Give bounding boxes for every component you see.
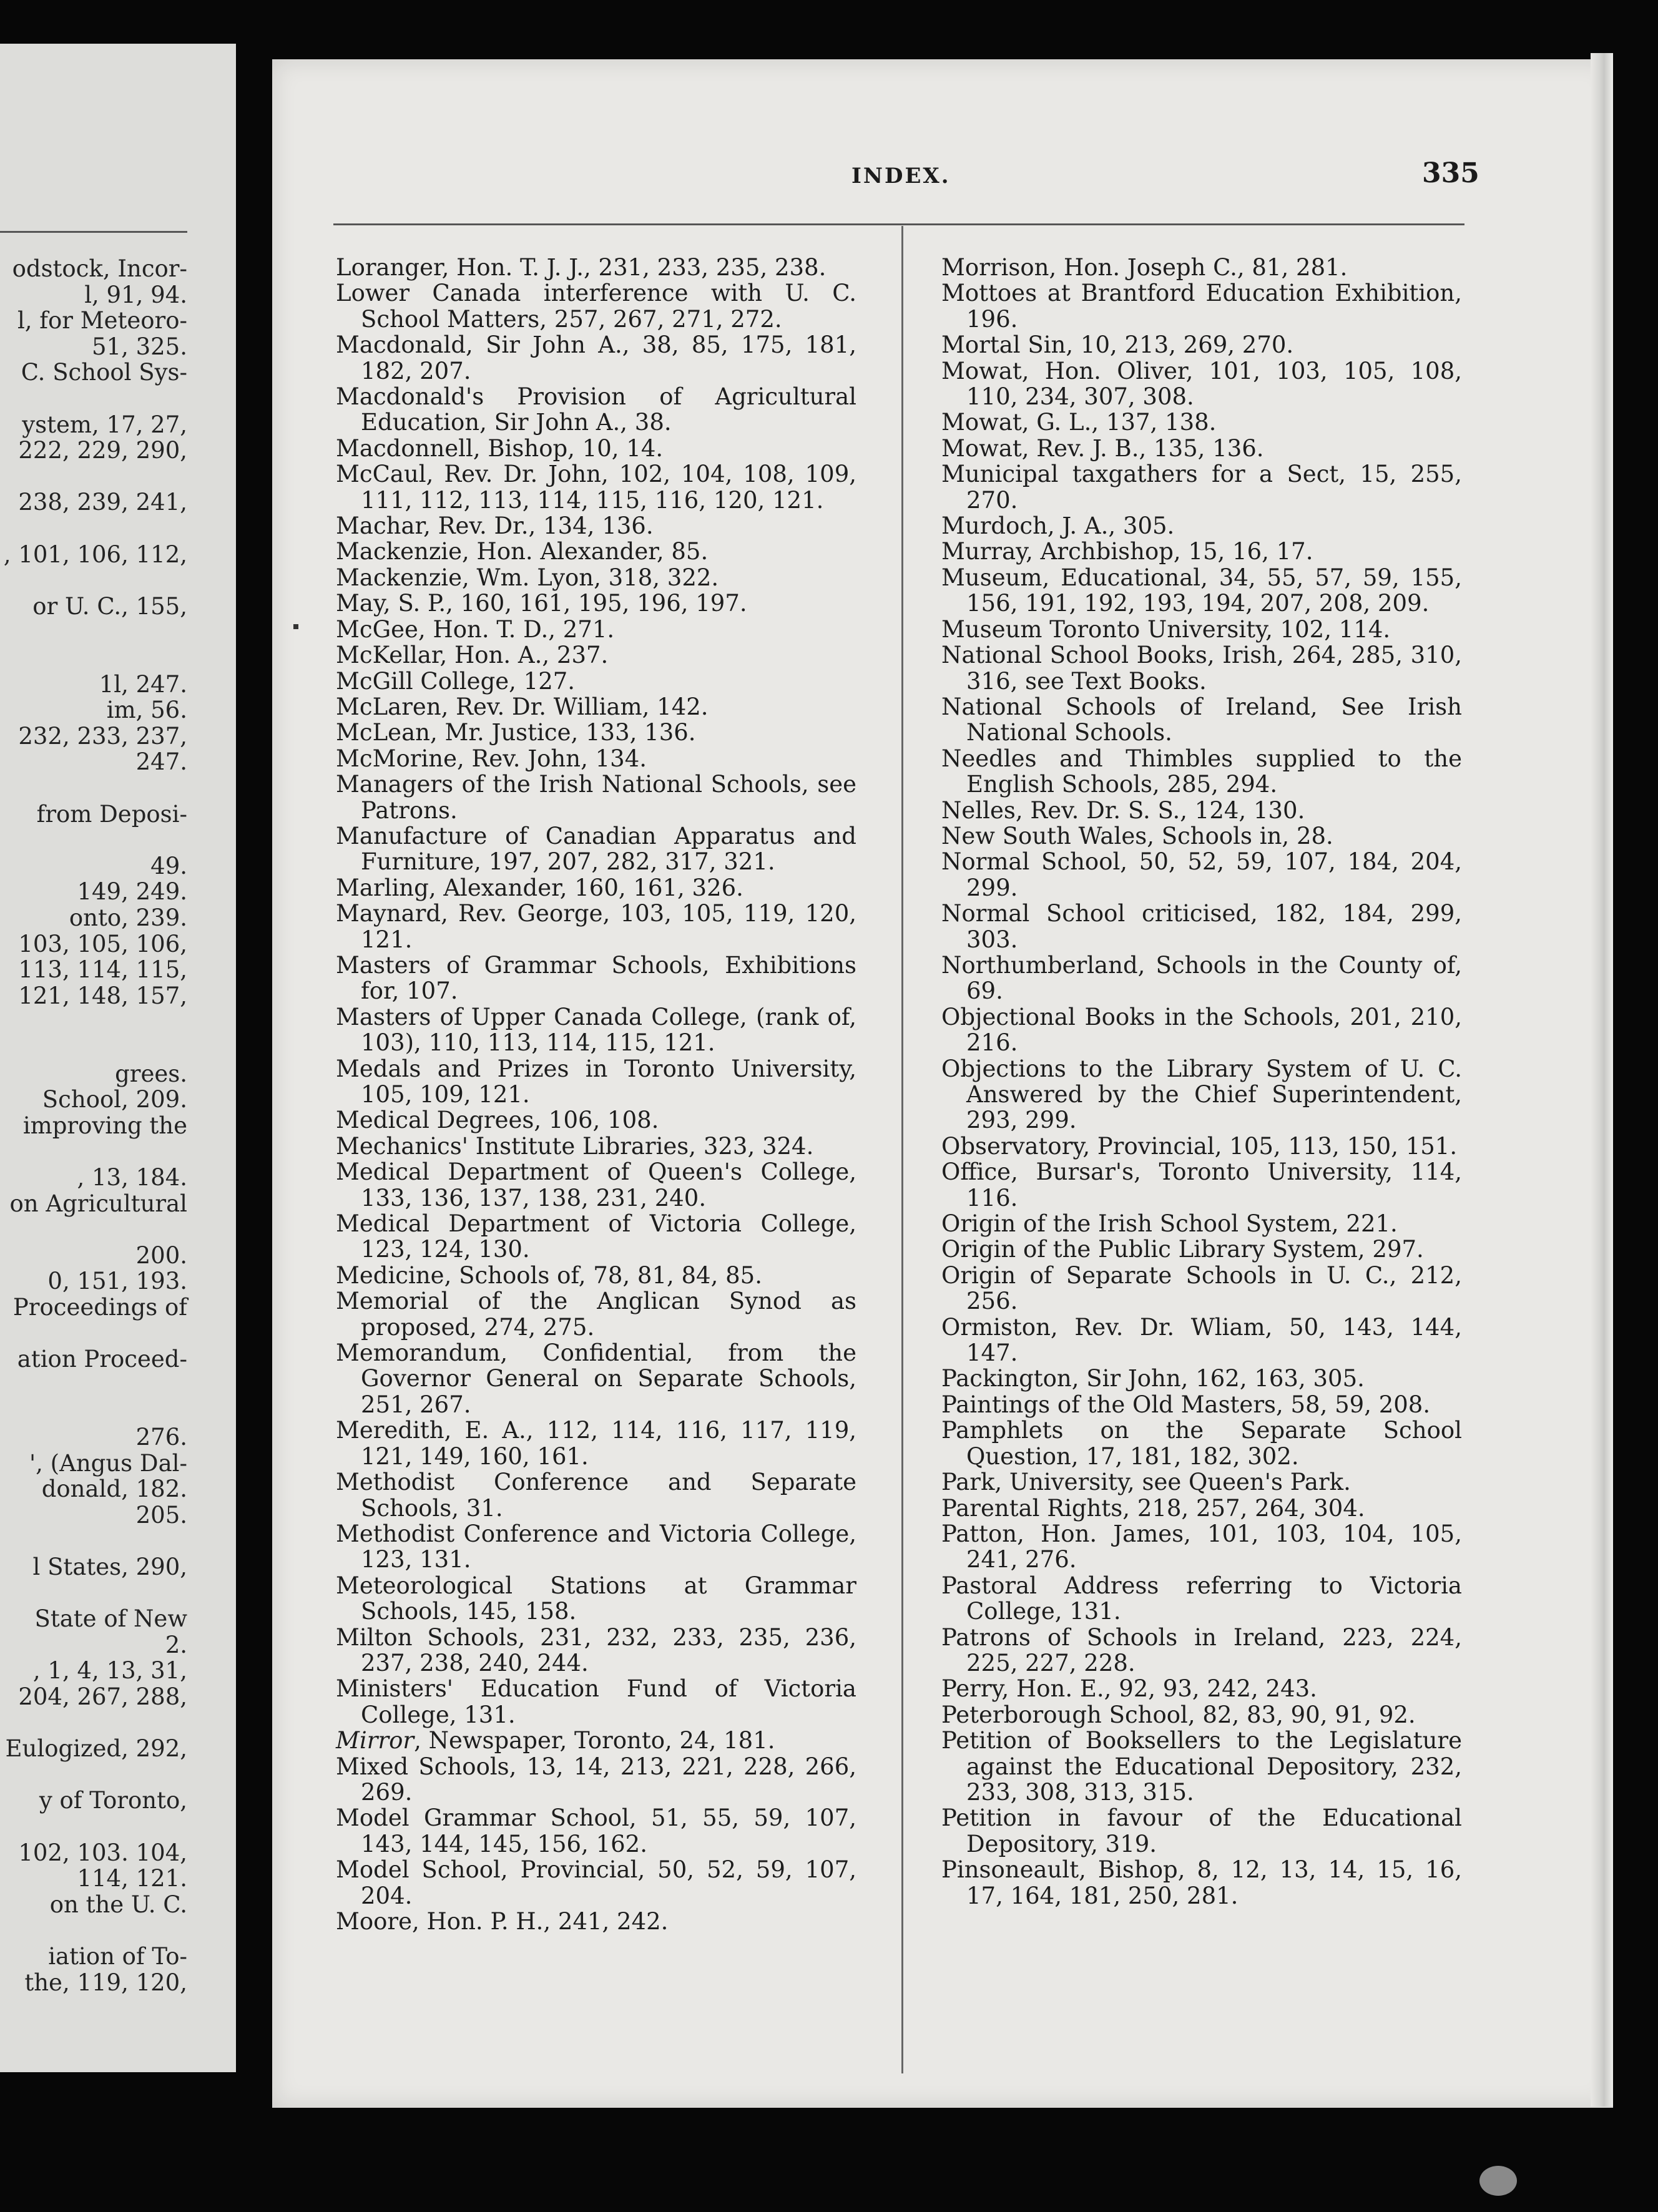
index-entry-text: Paintings of the Old Masters, 58, 59, 208. [941,1391,1431,1418]
index-entry-text: Macdonald, Sir John A., 38, 85, 175, 181, 182, 207. [336,331,856,384]
index-entry [941,255,1462,280]
index-entry-text: Manufacture of Canadian Apparatus and Furniture, 197, 207, 282, 317, 321. [336,822,856,876]
index-column-right [941,255,1462,1909]
facing-page-fragment-line: iation of To- [48,1943,187,1970]
index-entry [336,1625,856,1676]
index-entry-text: Maynard, Rev. George, 103, 105, 119, 120, 121. [336,900,856,953]
index-entry-text: Milton Schools, 231, 232, 233, 235, 236, 237, 238, 240, 244. [336,1623,856,1676]
index-entry [941,1805,1462,1857]
running-head: INDEX. [851,164,951,188]
facing-page-fragment-line: 0, 151, 193. [47,1268,187,1295]
index-entry [336,952,856,1004]
index-entry [941,1366,1462,1391]
index-entry [941,436,1462,461]
index-entry [336,1909,856,1934]
index-entry [336,668,856,694]
index-entry-text: Meteorological Stations at Grammar Schools, 145, 158. [336,1572,856,1625]
index-entry-text: Medals and Prizes in Toronto University, 105, 109, 121. [336,1055,856,1108]
index-entry-text: Normal School, 50, 52, 59, 107, 184, 204, 299. [941,848,1462,901]
index-entry [336,1133,856,1159]
facing-page-fragment-line: ', (Angus Dal- [29,1449,187,1477]
index-entry [941,1263,1462,1314]
index-entry-text: McGill College, 127. [336,667,576,695]
index-entry [336,1417,856,1469]
facing-page-fragment-line: C. School Sys- [21,359,187,386]
index-entry-text: Lower Canada interference with U. C. School Matters, 257, 267, 271, 272. [336,280,856,333]
index-entry-text: Medical Department of Victoria College, 123, 124, 130. [336,1210,856,1263]
facing-page-fragment-line: 1l, 247. [99,670,187,698]
facing-page-rule [0,231,187,233]
index-entry [336,1004,856,1056]
index-entry [941,642,1462,694]
index-entry [336,1159,856,1211]
index-entry [336,1263,856,1288]
index-entry-text: Origin of the Irish School System, 221. [941,1210,1398,1238]
index-entry [941,1495,1462,1521]
facing-page-fragment-line: donald, 182. [41,1475,187,1503]
index-entry [941,409,1462,435]
index-entry [336,901,856,952]
facing-page-fragment-line: onto, 239. [69,904,187,931]
index-entry [336,332,856,384]
index-entry-text: Marling, Alexander, 160, 161, 326. [336,874,743,901]
facing-page-fragment-line: 222, 229, 290, [18,437,187,464]
index-entry [336,461,856,513]
index-entry-text: Morrison, Hon. Joseph C., 81, 281. [941,254,1348,281]
index-entry [941,1728,1462,1805]
index-entry-text: McGee, Hon. T. D., 271. [336,615,615,643]
facing-page-fragment-line: 2. [165,1631,187,1658]
index-entry-text: Model Grammar School, 51, 55, 59, 107, 143, 144, 145, 156, 162. [336,1804,856,1857]
index-entry [336,280,856,332]
facing-page-fragment-line: on the U. C. [49,1891,187,1918]
index-entry [941,1573,1462,1625]
index-entry [336,1754,856,1806]
index-entry-text: Moore, Hon. P. H., 241, 242. [336,1908,669,1935]
facing-page-fragment-line: 204, 267, 288, [18,1683,187,1710]
index-entry-text: Parental Rights, 218, 257, 264, 304. [941,1494,1365,1522]
index-entry-text: Origin of Separate Schools in U. C., 212, 256. [941,1261,1462,1315]
facing-page-fragment-line: 102, 103. 104, [18,1839,187,1866]
index-entry-text: McMorine, Rev. John, 134. [336,745,647,772]
index-entry [336,771,856,823]
facing-page-fragment-line: from Deposi- [36,800,187,828]
index-entry-text: Murdoch, J. A., 305. [941,512,1175,540]
index-entry-text: McLaren, Rev. Dr. William, 142. [336,693,709,720]
facing-page-fragment-line: y of Toronto, [39,1787,187,1814]
index-entry [941,1392,1462,1417]
facing-page-fragment-line: , 1, 4, 13, 31, [32,1657,187,1685]
index-entry [336,1107,856,1133]
index-entry-text: Office, Bursar's, Toronto University, 114, 116. [941,1158,1462,1211]
index-entry [336,1340,856,1417]
index-entry [941,1236,1462,1262]
facing-page-fragment-line: odstock, Incor- [12,255,187,282]
index-entry [336,617,856,642]
index-entry [941,617,1462,642]
index-entry [941,539,1462,564]
facing-page-fragment-line: 238, 239, 241, [18,489,187,516]
index-entry [941,1417,1462,1469]
index-entry-text: Park, University, see Queen's Park. [941,1469,1351,1496]
index-entry-text: Masters of Upper Canada College, (rank of, 103), 110, 113, 114, 115, 121. [336,1003,856,1057]
index-entry [941,513,1462,539]
index-entry [941,798,1462,823]
index-entry [336,565,856,590]
index-entry-text: Packington, Sir John, 162, 163, 305. [941,1365,1365,1392]
index-entry-text: Memorial of the Anglican Synod as proposed, 274, 275. [336,1288,856,1341]
index-entry [941,565,1462,617]
index-entry [336,1805,856,1857]
facing-page-fragment-line: State of New [34,1605,187,1633]
index-entry-text: Northumberland, Schools in the County of, 69. [941,951,1462,1005]
index-entry-text: Observatory, Provincial, 105, 113, 150, 151. [941,1132,1458,1160]
index-entry [336,1573,856,1625]
index-entry [941,901,1462,952]
index-column-left [336,255,856,1934]
index-entry [336,513,856,539]
index-entry [941,1056,1462,1133]
index-entry-text: Medicine, Schools of, 78, 81, 84, 85. [336,1261,762,1289]
facing-page-fragment [0,44,236,2072]
index-entry-text: New South Wales, Schools in, 28. [941,822,1333,849]
index-entry-text: Medical Department of Queen's College, 133, 136, 137, 138, 231, 240. [336,1158,856,1211]
index-entry-text: Museum Toronto University, 102, 114. [941,615,1391,643]
index-entry-text: Normal School criticised, 182, 184, 299, 303. [941,900,1462,953]
index-entry [336,875,856,901]
index-entry [336,590,856,616]
index-entry-text: Nelles, Rev. Dr. S. S., 124, 130. [941,796,1305,824]
index-entry-italic: Mirror [336,1727,414,1754]
index-entry [336,1521,856,1573]
index-entry-text: Model School, Provincial, 50, 52, 59, 107, 204. [336,1856,856,1909]
index-entry-text: Murray, Archbishop, 15, 16, 17. [941,538,1313,565]
index-entry-text: Methodist Conference and Victoria College, 123, 131. [336,1520,856,1573]
index-entry-text: Petition in favour of the Educational Depository, 319. [941,1804,1462,1857]
facing-page-fragment-line: l, for Meteoro- [17,307,187,335]
index-entry [941,1314,1462,1366]
header-rule [333,223,1464,225]
index-entry [941,1211,1462,1236]
book-gutter [236,0,272,2212]
index-entry-text: Objections to the Library System of U. C. Answered by the Chief Superintendent, 293, 299. [941,1055,1462,1134]
facing-page-fragment-line: 103, 105, 106, [18,930,187,957]
index-entry [336,823,856,875]
index-entry-text: Mechanics' Institute Libraries, 323, 324. [336,1132,814,1160]
index-entry [336,1469,856,1521]
index-entry [941,358,1462,410]
index-entry-text: Pamphlets on the Separate School Question, 17, 181, 182, 302. [941,1417,1462,1470]
facing-page-fragment-line: 276. [135,1424,187,1451]
index-entry [941,461,1462,513]
index-entry-text: Masters of Grammar Schools, Exhibitions for, 107. [336,951,856,1005]
facing-page-fragment-line: 247. [135,748,187,776]
index-entry-text: McCaul, Rev. Dr. John, 102, 104, 108, 109, 111, 112, 113, 114, 115, 116, 120, 121. [336,461,856,514]
facing-page-fragment-line: , 101, 106, 112, [3,541,187,568]
index-entry [336,746,856,771]
facing-page-fragment-line: ystem, 17, 27, [22,411,187,438]
facing-page-fragment-line: 51, 325. [92,333,187,360]
facing-page-fragment-line: 149, 249. [77,878,187,906]
facing-page-fragment-line: improving the [22,1112,187,1139]
index-entry-text: Patrons of Schools in Ireland, 223, 224, 225, 227, 228. [941,1623,1462,1676]
index-entry-text: Municipal taxgathers for a Sect, 15, 255, 270. [941,461,1462,514]
index-entry-text: Macdonnell, Bishop, 10, 14. [336,434,664,462]
index-entry-text: Medical Degrees, 106, 108. [336,1107,659,1134]
index-entry [336,255,856,280]
index-entry-text: Pastoral Address referring to Victoria College, 131. [941,1572,1462,1625]
index-entry-text: National School Books, Irish, 264, 285, 310, 316, see Text Books. [941,642,1462,695]
index-entry [941,746,1462,798]
index-entry-text: Meredith, E. A., 112, 114, 116, 117, 119, 121, 149, 160, 161. [336,1417,856,1470]
facing-page-fragment-line: 121, 148, 157, [18,982,187,1009]
index-entry-text: Memorandum, Confidential, from the Governor General on Separate Schools, 251, 267. [336,1339,856,1418]
index-entry [336,1288,856,1340]
index-entry-text: Machar, Rev. Dr., 134, 136. [336,512,654,540]
index-entry-text: Mackenzie, Hon. Alexander, 85. [336,538,709,565]
index-entry-text: Loranger, Hon. T. J. J., 231, 233, 235, 238. [336,254,827,281]
index-entry [336,1211,856,1263]
index-entry-text: Needles and Thimbles supplied to the English Schools, 285, 294. [941,745,1462,798]
index-entry-text: Museum, Educational, 34, 55, 57, 59, 155, 156, 191, 192, 193, 194, 207, 208, 209. [941,564,1462,617]
index-entry [336,1676,856,1728]
facing-page-fragment-line: on Agricultural [9,1190,187,1217]
index-entry [336,1056,856,1108]
facing-page-fragment-line: 113, 114, 115, [18,956,187,984]
facing-page-fragment-line: School, 209. [42,1086,187,1113]
facing-page-fragment-line: 49. [150,852,187,879]
index-entry-text: Pinsoneault, Bishop, 8, 12, 13, 14, 15, 16, 17, 164, 181, 250, 281. [941,1856,1462,1909]
index-entry [336,1857,856,1909]
index-entry [336,539,856,564]
index-entry [941,1702,1462,1728]
facing-page-fragment-line: , 13, 184. [77,1164,187,1191]
index-entry [941,1133,1462,1159]
margin-speck [293,624,298,629]
index-entry-text: Macdonald's Provision of Agricultural Education, Sir John A., 38. [336,383,856,436]
index-entry [336,1728,856,1753]
facing-page-fragment-line: l States, 290, [32,1554,187,1580]
facing-page-fragment-line: 232, 233, 237, [18,722,187,750]
facing-page-fragment-line: 114, 121. [77,1865,187,1892]
index-entry-text: Origin of the Public Library System, 297. [941,1236,1424,1263]
index-entry [941,1857,1462,1909]
facing-page-fragment-line: im, 56. [106,697,187,724]
index-entry [941,1159,1462,1211]
index-entry [941,1676,1462,1701]
index-entry-text: National Schools of Ireland, See Irish National Schools. [941,693,1462,746]
index-entry-text: Mowat, Hon. Oliver, 101, 103, 105, 108, 110, 234, 307, 308. [941,357,1462,411]
index-entry-text: Managers of the Irish National Schools, see Patrons. [336,771,856,824]
index-entry [336,436,856,461]
facing-page-fragment-line: 205. [135,1501,187,1529]
index-entry-text: Peterborough School, 82, 83, 90, 91, 92. [941,1701,1416,1728]
index-entry-text: Mackenzie, Wm. Lyon, 318, 322. [336,564,719,591]
index-entry-text: Petition of Booksellers to the Legislature against the Educational Depository, 232, 233, 308, 313, 315. [941,1727,1462,1806]
index-entry [941,1004,1462,1056]
index-entry-text: Mowat, G. L., 137, 138. [941,409,1217,436]
facing-page-fragment-line: l, 91, 94. [84,281,187,308]
index-entry-text: Ministers' Education Fund of Victoria College, 131. [336,1675,856,1728]
index-entry [336,694,856,720]
facing-page-fragment-line: Eulogized, 292, [5,1735,187,1763]
page-number: 335 [1422,157,1479,189]
scan-speck [1479,2166,1517,2196]
index-entry [941,694,1462,746]
index-entry [336,642,856,668]
index-entry-text: McKellar, Hon. A., 237. [336,642,609,669]
index-entry-text: Ormiston, Rev. Dr. Wliam, 50, 143, 144, 147. [941,1313,1462,1367]
index-entry [941,952,1462,1004]
facing-page-fragment-line: 200. [135,1241,187,1269]
page-edge [1591,53,1613,2107]
index-entry [941,332,1462,358]
index-entry-text: Perry, Hon. E., 92, 93, 242, 243. [941,1675,1317,1703]
index-entry [941,823,1462,849]
facing-page-fragment-line: grees. [115,1060,187,1087]
index-entry-text: , Newspaper, Toronto, 24, 181. [414,1727,775,1754]
index-entry-text: Mixed Schools, 13, 14, 213, 221, 228, 266, 269. [336,1753,856,1806]
column-divider [901,226,903,2073]
index-entry-text: Mottoes at Brantford Education Exhibition, 196. [941,280,1462,333]
index-entry-text: May, S. P., 160, 161, 195, 196, 197. [336,590,747,617]
index-entry-text: McLean, Mr. Justice, 133, 136. [336,719,696,746]
facing-page-fragment-line: the, 119, 120, [24,1969,187,1996]
index-entry-text: Objectional Books in the Schools, 201, 210, 216. [941,1003,1462,1057]
index-entry-text: Methodist Conference and Separate Schools, 31. [336,1469,856,1522]
index-entry [941,1521,1462,1573]
index-entry [941,849,1462,901]
facing-page-fragment-line: Proceedings of [12,1294,187,1321]
index-entry [941,1469,1462,1495]
index-entry [336,384,856,436]
index-entry-text: Mowat, Rev. J. B., 135, 136. [941,434,1264,462]
index-entry [941,1625,1462,1676]
facing-page-fragment-line: or U. C., 155, [32,592,187,620]
index-entry-text: Mortal Sin, 10, 213, 269, 270. [941,331,1294,359]
index-entry-text: Patton, Hon. James, 101, 103, 104, 105, 241, 276. [941,1520,1462,1573]
index-entry [941,280,1462,332]
facing-page-fragment-line: ation Proceed- [17,1346,187,1373]
index-entry [336,720,856,745]
